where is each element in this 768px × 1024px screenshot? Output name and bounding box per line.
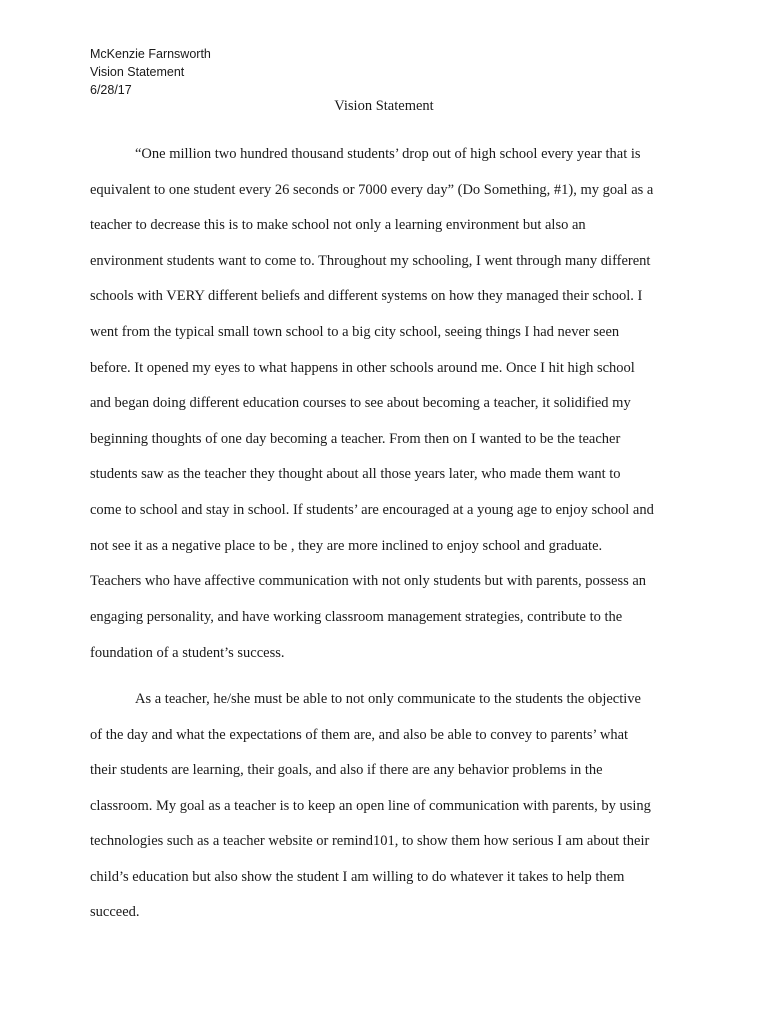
text-line: succeed. xyxy=(90,904,140,920)
text-line: engaging personality, and have working classroom management strategies, contribute to the xyxy=(90,609,623,625)
text-line: Teachers who have affective communication with not only students but with parents, possess an xyxy=(90,573,647,589)
text-line: beginning thoughts of one day becoming a teacher. From then on I wanted to be the teacher xyxy=(90,431,621,447)
text-line: not see it as a negative place to be , they are more inclined to enjoy school and graduate. xyxy=(90,538,603,554)
text-line: environment students want to come to. Throughout my schooling, I went through many different xyxy=(90,253,651,269)
text-line: of the day and what the expectations of them are, and also be able to convey to parents’ what xyxy=(90,727,629,743)
text-line: before. It opened my eyes to what happens in other schools around me. Once I hit high school xyxy=(90,360,635,376)
text-line: students saw as the teacher they thought about all those years later, who made them want to xyxy=(90,466,621,482)
text-line: classroom. My goal as a teacher is to keep an open line of communication with parents, by using xyxy=(90,798,651,814)
text-line: “One million two hundred thousand students’ drop out of high school every year that is xyxy=(135,146,641,162)
text-line: equivalent to one student every 26 seconds or 7000 every day” (Do Something, #1), my goal as a xyxy=(90,182,654,198)
text-line: foundation of a student’s success. xyxy=(90,645,285,661)
text-line: went from the typical small town school to a big city school, seeing things I had never seen xyxy=(90,324,620,340)
text-line: As a teacher, he/she must be able to not only communicate to the students the objective xyxy=(135,691,641,707)
page-title: Vision Statement xyxy=(334,98,434,114)
author-name: McKenzie Farnsworth xyxy=(90,47,211,61)
text-line: teacher to decrease this is to make school not only a learning environment but also an xyxy=(90,217,586,233)
header-date: 6/28/17 xyxy=(90,83,132,97)
text-line: come to school and stay in school. If students’ are encouraged at a young age to enjoy school and xyxy=(90,502,654,518)
text-line: schools with VERY different beliefs and different systems on how they managed their school. I xyxy=(90,288,643,304)
header-doc-title: Vision Statement xyxy=(90,65,185,79)
document-header xyxy=(90,45,211,99)
text-line: their students are learning, their goals, and also if there are any behavior problems in the xyxy=(90,762,603,778)
text-line: and began doing different education courses to see about becoming a teacher, it solidified my xyxy=(90,395,631,411)
text-line: technologies such as a teacher website or remind101, to show them how serious I am about their xyxy=(90,833,650,849)
text-line: child’s education but also show the student I am willing to do whatever it takes to help them xyxy=(90,869,625,885)
